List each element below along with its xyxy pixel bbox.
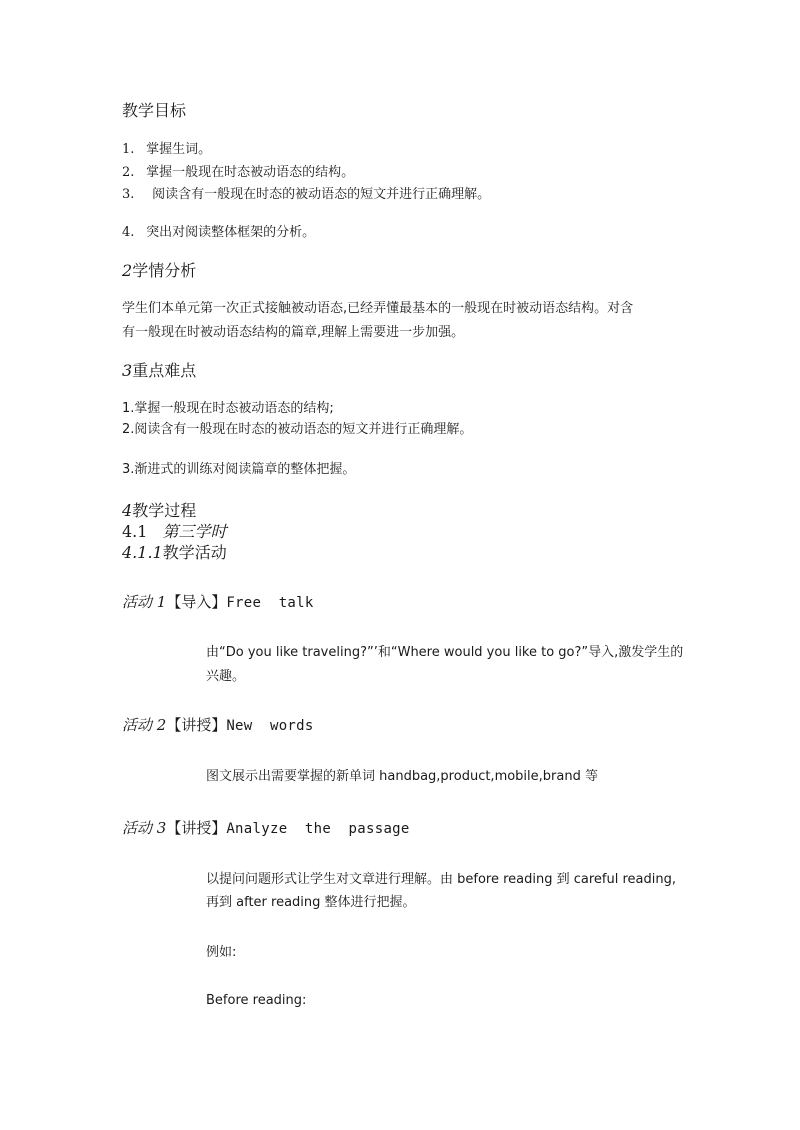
section-title: 重点难点 (132, 361, 197, 380)
process-subheading-2 (122, 540, 227, 563)
activity-3-example-label: 例如: (206, 945, 237, 960)
subsection-title: 教学活动 (162, 543, 227, 562)
objective-text: 突出对阅读整体框架的分析。 (146, 225, 316, 240)
objective-item-1 (122, 138, 211, 157)
subsection-title: 第三学时 (162, 522, 227, 541)
objective-num: 2. (122, 165, 135, 180)
analysis-line-1: 学生们本单元第一次正式接触被动语态,已经弄懂最基本的一般现在时被动语态结构。对含 (122, 301, 634, 316)
activity-3-desc-line-2: 再到 after reading 整体进行把握。 (206, 895, 416, 910)
objective-item-2 (122, 161, 354, 180)
activity-title: New words (226, 718, 314, 734)
activity-3-heading (122, 817, 410, 838)
activity-3-desc-line-1: 以提问问题形式让学生对文章进行理解。由 before reading 到 careful reading, (206, 872, 676, 887)
activity-tag: 【讲授】 (166, 819, 227, 837)
activity-1-desc-line-2: 兴趣。 (206, 669, 246, 684)
activity-1-heading (122, 591, 314, 612)
objective-num: 3. (122, 187, 135, 202)
activity-tag: 【导入】 (166, 593, 227, 611)
keypoint-item-2: 2.阅读含有一般现在时态的被动语态的短文并进行正确理解。 (122, 422, 473, 437)
activity-1-desc-line-1: 由“Do you like traveling?”’和“Where would you like to go?”导入,激发学生的 (206, 645, 684, 660)
subsection-number: 4.1 (122, 522, 148, 541)
section-number: 3 (122, 361, 133, 380)
keypoints-heading (122, 358, 196, 381)
section-number: 4 (122, 501, 133, 520)
section-title: 教学过程 (132, 501, 197, 520)
activity-title: Free talk (226, 595, 314, 611)
analysis-line-2: 有一般现在时被动语态结构的篇章,理解上需要进一步加强。 (122, 325, 465, 340)
activity-tag: 【讲授】 (166, 716, 227, 734)
section-number: 2 (122, 261, 133, 280)
objective-num: 4. (122, 225, 135, 240)
objectives-heading: 教学目标 (122, 101, 187, 120)
analysis-heading (122, 258, 196, 281)
objective-text: 掌握一般现在时态被动语态的结构。 (146, 165, 355, 180)
activity-lead: 活动 2 (122, 716, 167, 734)
activity-3-before-reading: Before reading: (206, 993, 307, 1008)
activity-2-heading (122, 714, 314, 735)
objective-text: 阅读含有一般现在时态的被动语态的短文并进行正确理解。 (152, 187, 491, 202)
process-heading (122, 498, 196, 521)
objective-num: 1. (122, 142, 135, 157)
activity-title: Analyze the passage (226, 821, 410, 837)
section-title: 学情分析 (132, 261, 197, 280)
activity-lead: 活动 3 (122, 819, 167, 837)
objective-item-4 (122, 221, 315, 240)
activity-lead: 活动 1 (122, 593, 167, 611)
keypoint-item-1: 1.掌握一般现在时态被动语态的结构; (122, 401, 334, 416)
activity-2-desc-line-1: 图文展示出需要掌握的新单词 handbag,product,mobile,brand 等 (206, 769, 598, 784)
process-subheading-1 (122, 519, 227, 542)
objective-text: 掌握生词。 (146, 142, 212, 157)
keypoint-item-3: 3.渐进式的训练对阅读篇章的整体把握。 (122, 462, 356, 477)
objective-item-3 (122, 183, 490, 202)
subsection-number: 4.1.1 (122, 543, 163, 562)
